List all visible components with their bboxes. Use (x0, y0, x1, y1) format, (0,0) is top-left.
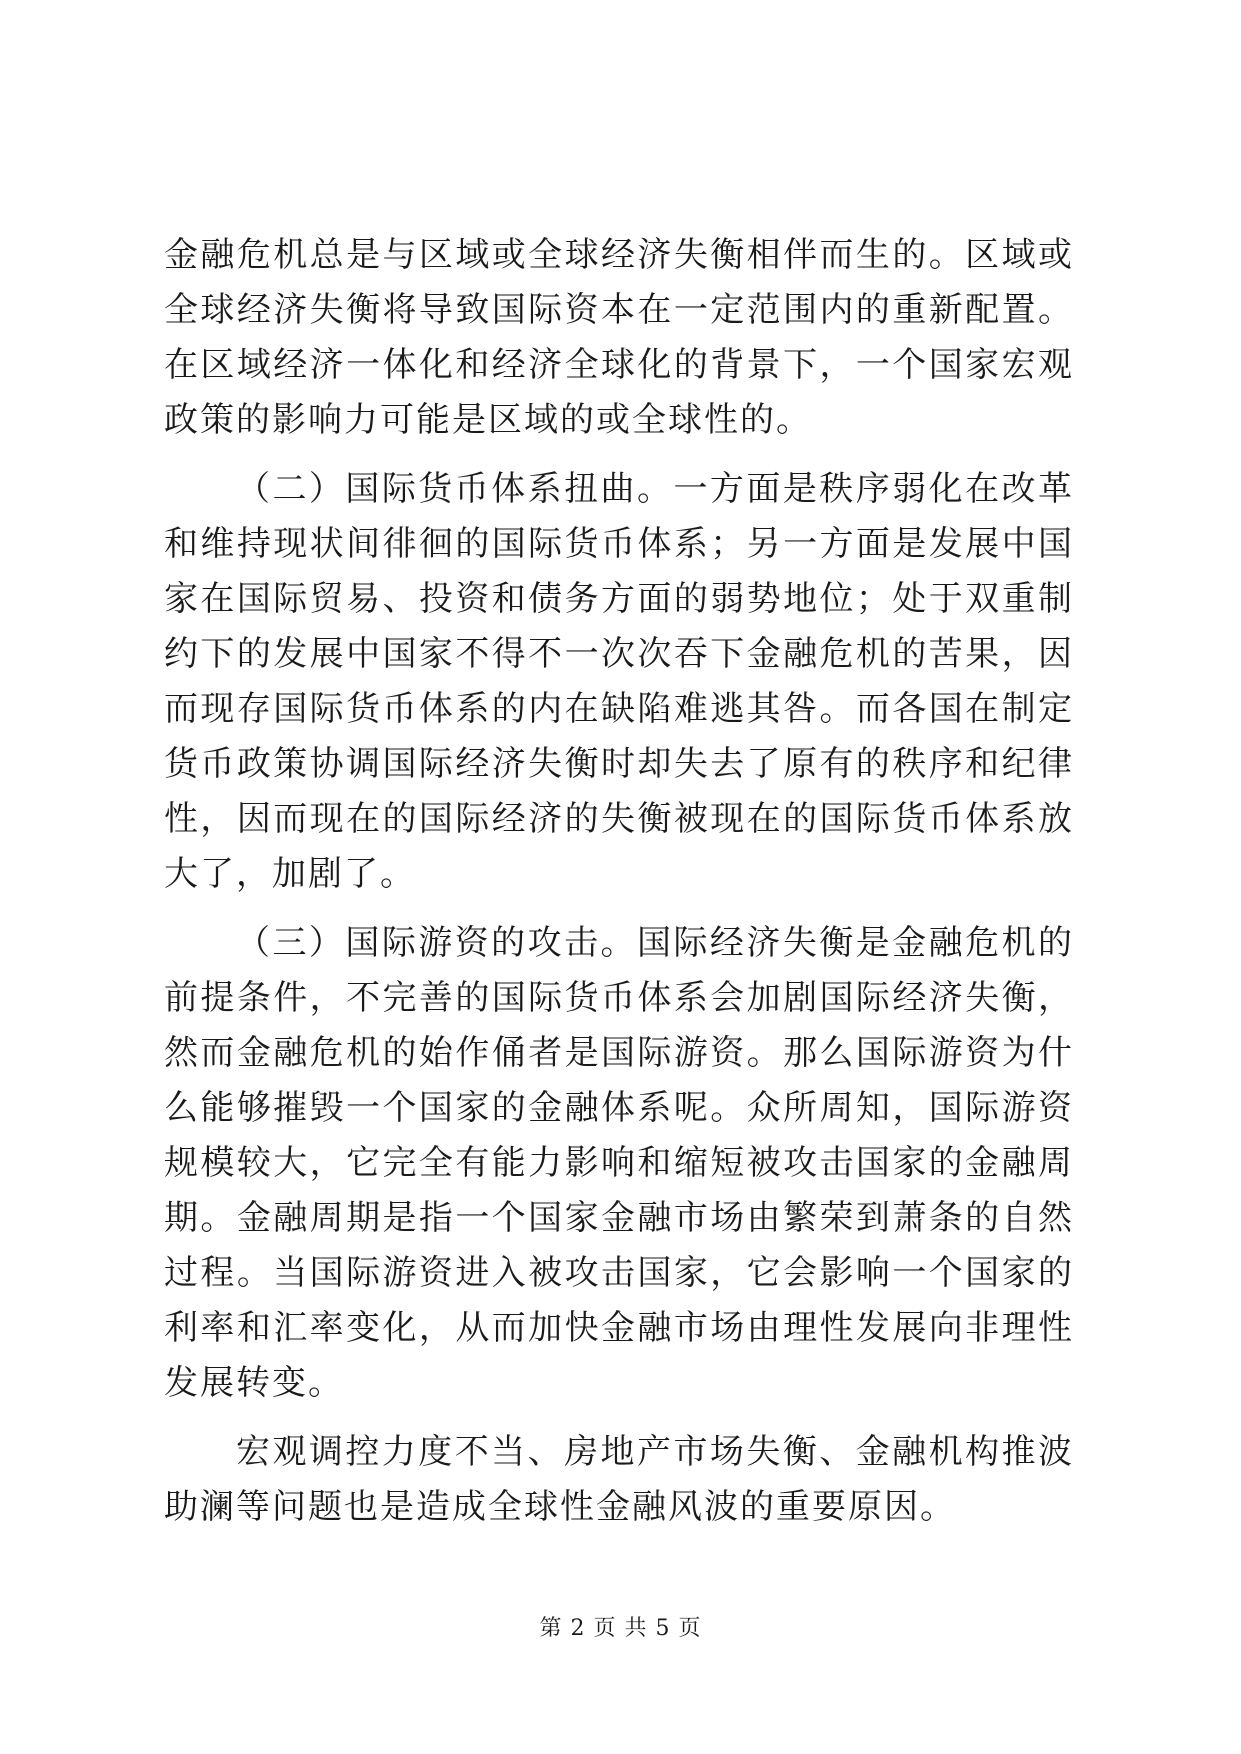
paragraph-2: （二）国际货币体系扭曲。一方面是秩序弱化在改革和维持现状间徘徊的国际货币体系；另一方面是发展中国家在国际贸易、投资和债务方面的弱势地位；处于双重制约下的发展中国家不得不一次次吞下金融危机的苦果，因而现存国际货币体系的内在缺陷难逃其咎。而各国在制定货币政策协调国际经济失衡时却失去了原有的秩序和纪律性，因而现在的国际经济的失衡被现在的国际货币体系放大了，加剧了。 (164, 469, 1074, 894)
paragraph-3: （三）国际游资的攻击。国际经济失衡是金融危机的前提条件，不完善的国际货币体系会加剧国际经济失衡，然而金融危机的始作俑者是国际游资。那么国际游资为什么能够摧毁一个国家的金融体系呢。众所周知，国际游资规模较大，它完全有能力影响和缩短被攻击国家的金融周期。金融周期是指一个国家金融市场由繁荣到萧条的自然过程。当国际游资进入被攻击国家，它会影响一个国家的利率和汇率变化，从而加快金融市场由理性发展向非理性发展转变。 (164, 923, 1074, 1403)
paragraph-1: 金融危机总是与区域或全球经济失衡相伴而生的。区域或全球经济失衡将导致国际资本在一定范围内的重新配置。在区域经济一体化和经济全球化的背景下，一个国家宏观政策的影响力可能是区域的或全球性的。 (164, 235, 1074, 440)
body-text (164, 228, 1074, 1535)
page-number-footer: 第 2 页 共 5 页 (539, 1616, 702, 1641)
paragraph-4: 宏观调控力度不当、房地产市场失衡、金融机构推波助澜等问题也是造成全球性金融风波的重要原因。 (164, 1432, 1074, 1527)
